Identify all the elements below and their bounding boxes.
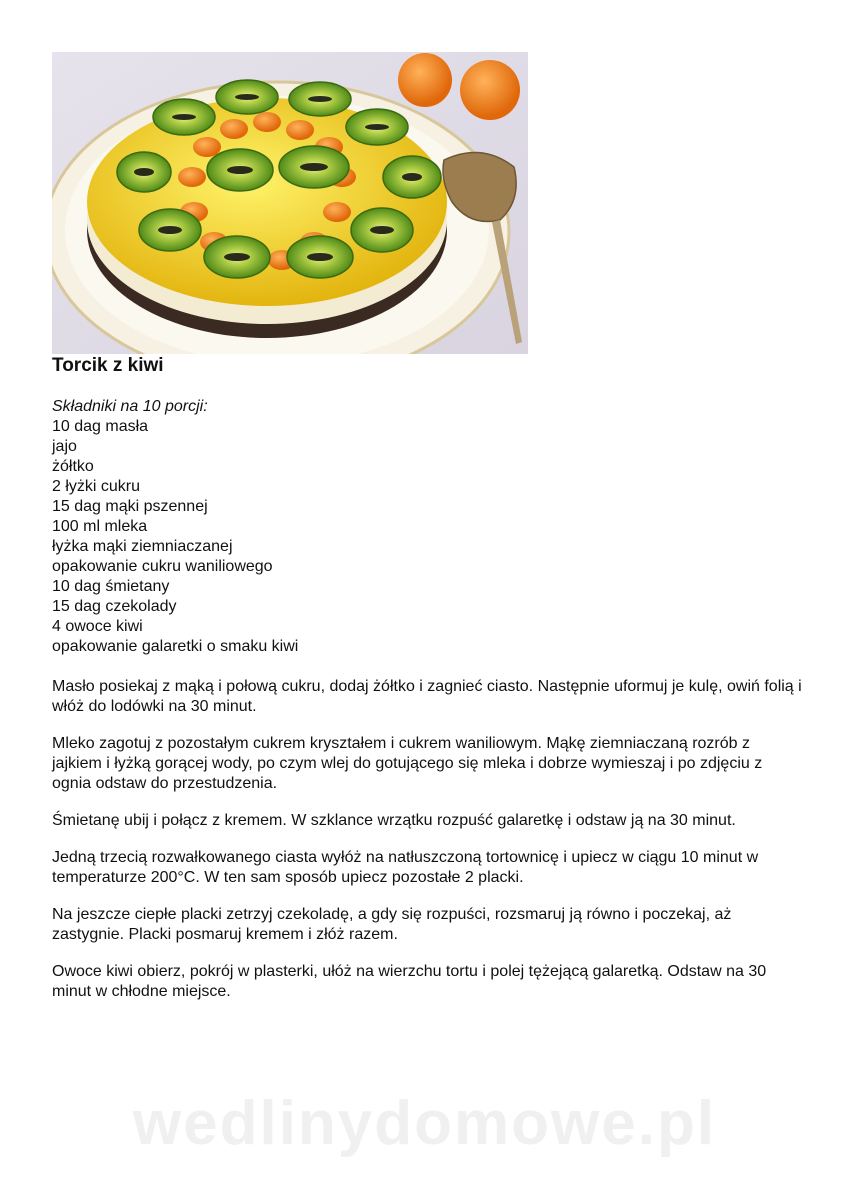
ingredients-section <box>52 397 298 657</box>
ingredient-item: opakowanie cukru waniliowego <box>52 558 273 575</box>
ingredient-item: łyżka mąki ziemniaczanej <box>52 538 233 555</box>
recipe-title: Torcik z kiwi <box>52 355 164 376</box>
step-paragraph: Masło posiekaj z mąką i połową cukru, dodaj żółtko i zagnieć ciasto. Następnie uformuj je kulę, owiń folią i włóż do lodówki na 30 minut. <box>52 678 802 715</box>
ingredient-item: opakowanie galaretki o smaku kiwi <box>52 638 299 655</box>
step-paragraph: Śmietanę ubij i połącz z kremem. W szklance wrzątku rozpuść galaretkę i odstaw ją na 30 minut. <box>52 812 736 829</box>
ingredient-item: 10 dag śmietany <box>52 578 170 595</box>
step-paragraph: Owoce kiwi obierz, pokrój w plasterki, ułóż na wierzchu tortu i polej tężejącą galaretką. Odstaw na 30 minut w chłodne miejsce. <box>52 963 767 1000</box>
ingredient-item: żółtko <box>52 458 94 475</box>
site-watermark: wedlinydomowe.pl <box>132 1089 717 1158</box>
kiwi-cake-illustration <box>52 52 528 354</box>
ingredients-list <box>52 417 298 657</box>
ingredient-item: jajo <box>52 438 77 455</box>
recipe-photo <box>52 52 528 354</box>
ingredients-heading: Składniki na 10 porcji: <box>52 398 208 415</box>
ingredient-item: 15 dag mąki pszennej <box>52 498 208 515</box>
ingredient-item: 10 dag masła <box>52 418 149 435</box>
step-paragraph: Mleko zagotuj z pozostałym cukrem kryształem i cukrem waniliowym. Mąkę ziemniaczaną rozrób z jajkiem i łyżką gorącej wody, po czym wlej do gotującego się mleka i dobrze wymieszaj i po zdjęciu z ognia odstaw do przestudzenia. <box>52 735 763 792</box>
ingredient-item: 15 dag czekolady <box>52 598 177 615</box>
preparation-steps <box>52 677 802 1019</box>
ingredient-item: 4 owoce kiwi <box>52 618 143 635</box>
step-paragraph: Jedną trzecią rozwałkowanego ciasta wyłóż na natłuszczoną tortownicę i upiecz w ciągu 10 minut w temperaturze 200°C. W ten sam sposób upiecz pozostałe 2 placki. <box>52 849 759 886</box>
ingredient-item: 100 ml mleka <box>52 518 148 535</box>
step-paragraph: Na jeszcze ciepłe placki zetrzyj czekoladę, a gdy się rozpuści, rozsmaruj ją równo i poczekaj, aż zastygnie. Placki posmaruj kremem i złóż razem. <box>52 906 732 943</box>
ingredient-item: 2 łyżki cukru <box>52 478 141 495</box>
